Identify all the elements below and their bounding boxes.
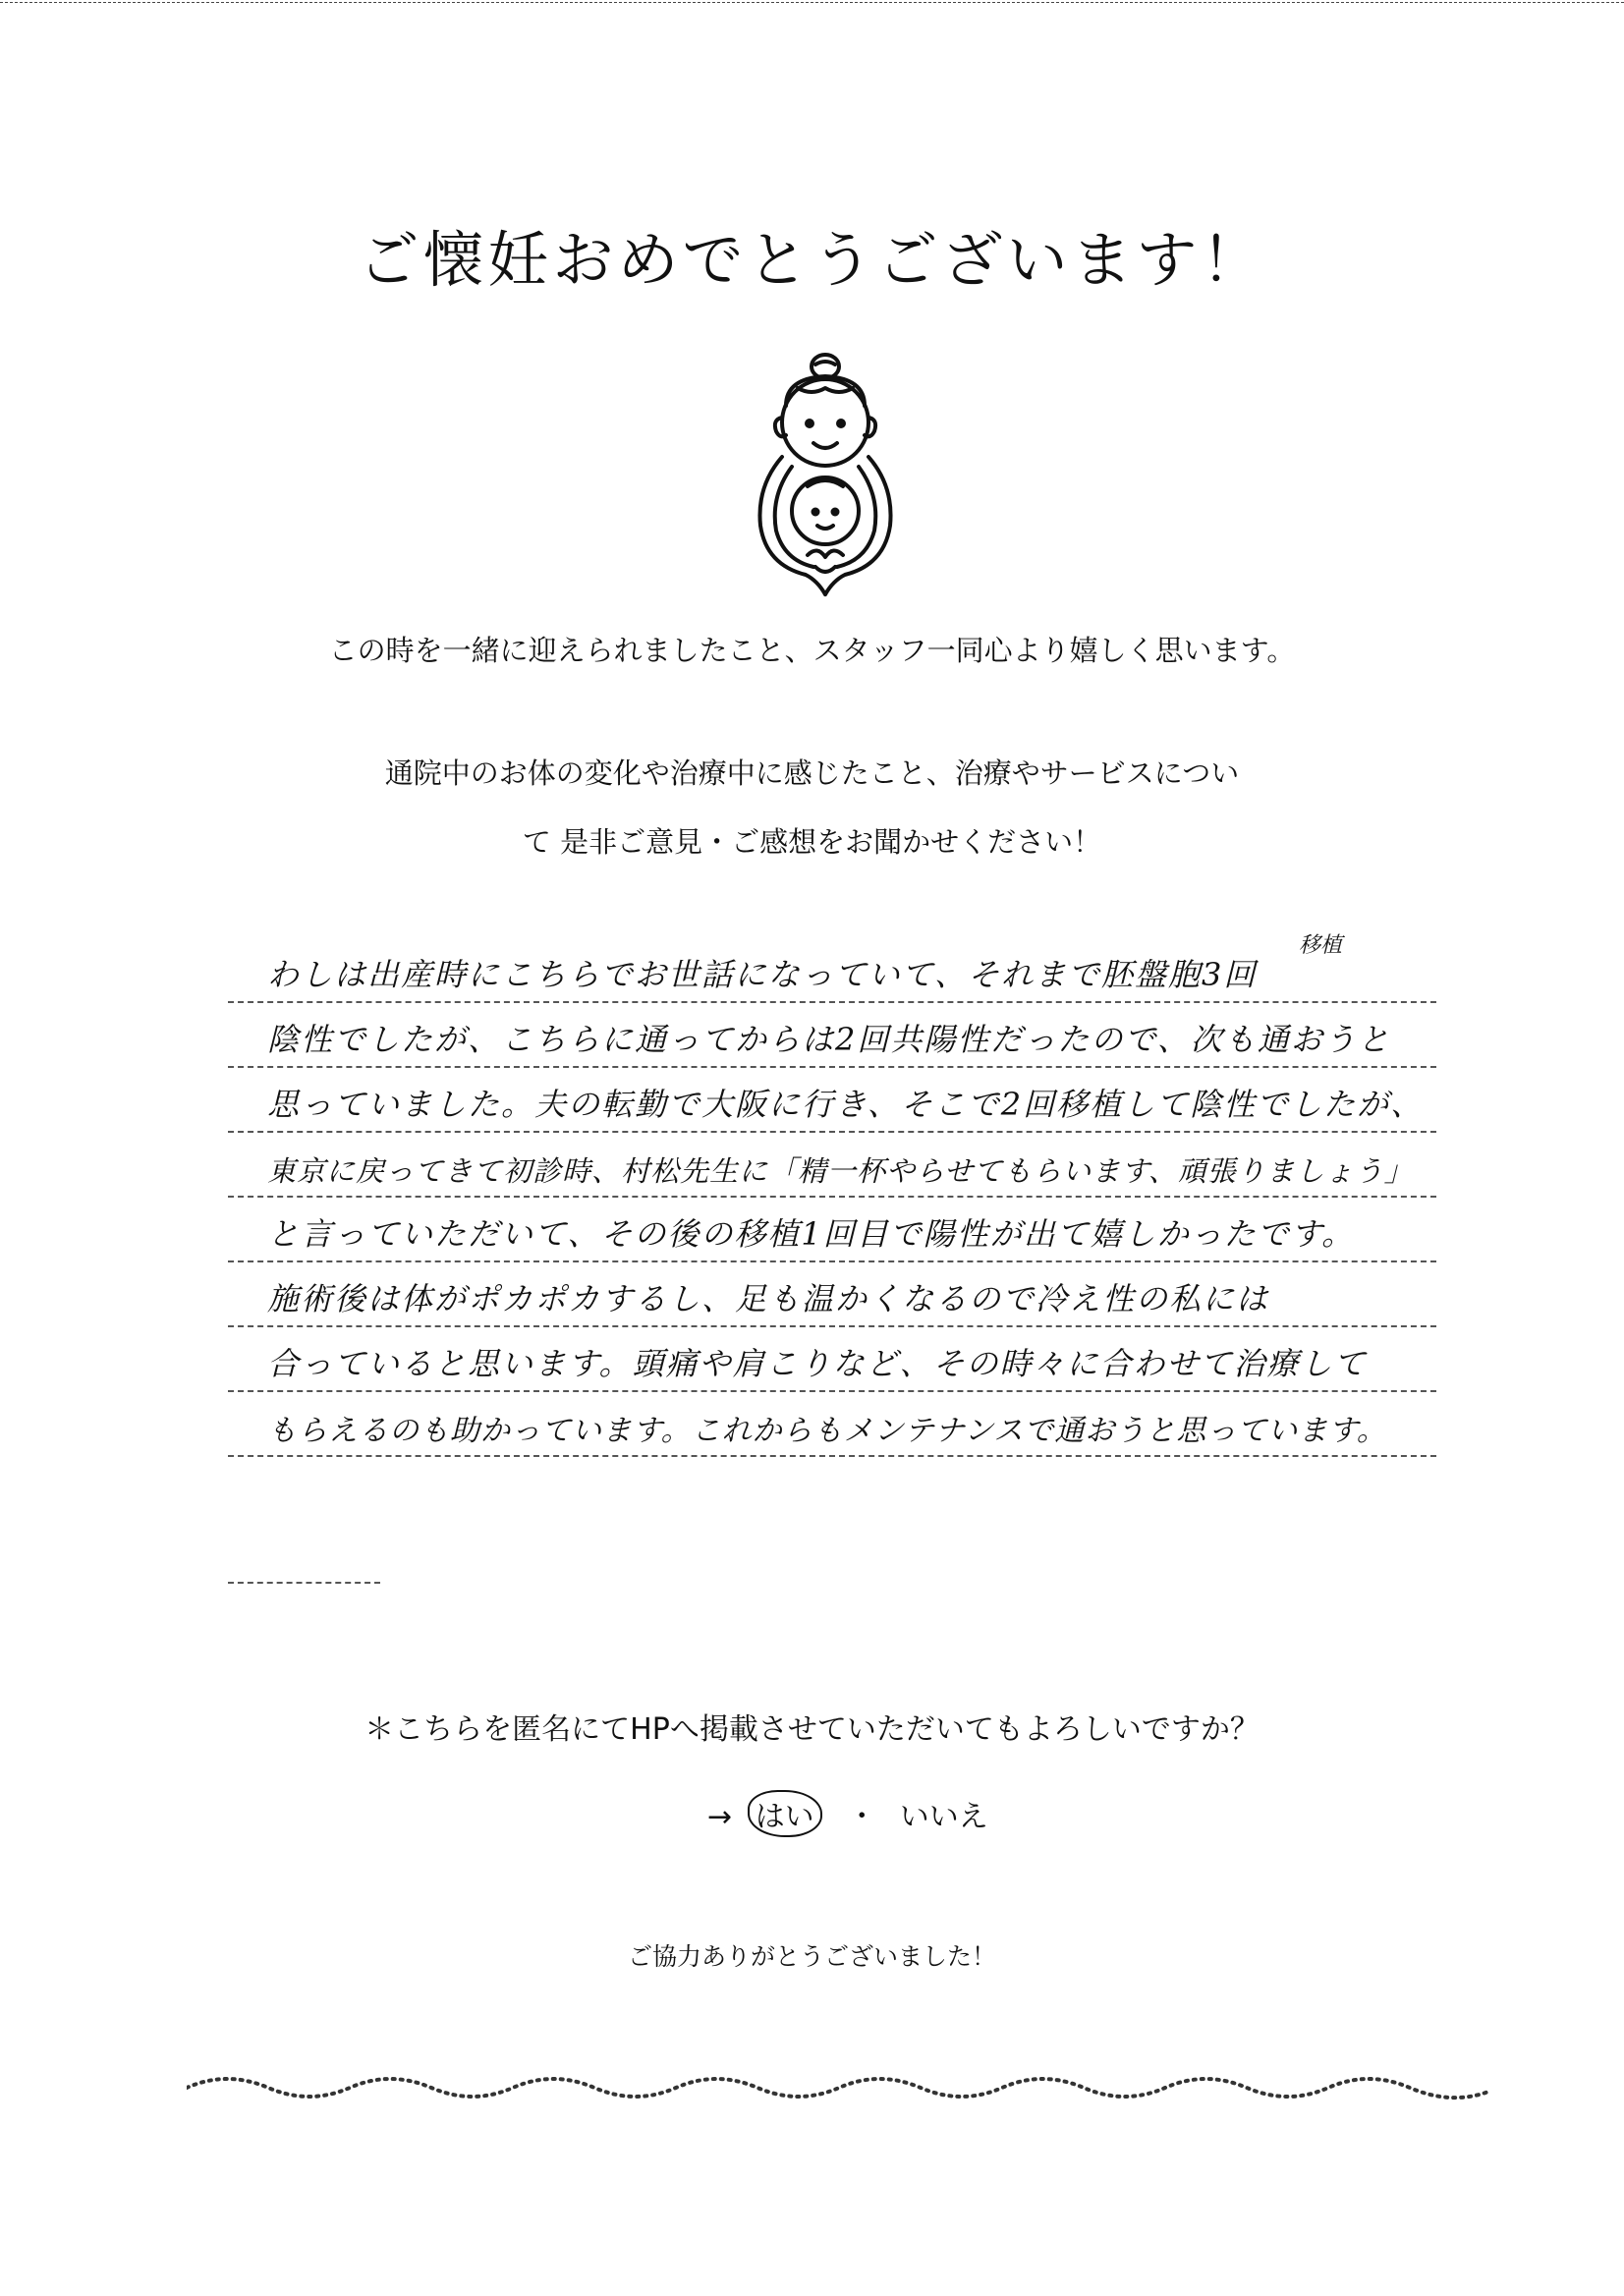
handwritten-feedback — [228, 933, 1436, 1457]
feedback-line — [228, 1392, 1436, 1457]
publish-answer — [707, 1790, 988, 1837]
decorative-wave-border — [187, 2068, 1488, 2107]
feedback-line-text: 合っていると思います。頭痛や肩こりなど、その時々に合わせて治療して — [267, 1345, 1368, 1382]
feedback-line-text: もらえるのも助かっています。これからもメンテナンスで通おうと思っています。 — [267, 1414, 1387, 1448]
feedback-insertion: 移植 — [1299, 933, 1343, 958]
feedback-line — [228, 1068, 1436, 1133]
feedback-line-text: 思っていました。夫の転勤で大阪に行き、そこで2回移植して陰性でしたが、 — [267, 1086, 1425, 1123]
feedback-line — [228, 1262, 1436, 1327]
intro-line-2: 通院中のお体の変化や治療中に感じたこと、治療やサービスについ — [384, 756, 1240, 790]
feedback-line-text: 施術後は体がポカポカするし、足も温かくなるので冷え性の私には — [267, 1280, 1270, 1317]
feedback-line-text: 東京に戻ってきて初診時、村松先生に「精一杯やらせてもらいます、頑張りましょう」 — [267, 1154, 1414, 1188]
answer-yes-circled[interactable]: はい — [748, 1790, 822, 1837]
page-title: ご懐妊おめでとうございます！ — [358, 224, 1266, 296]
intro-line-1: この時を一緒に迎えられましたこと、スタッフ一同心より嬉しく思います。 — [328, 634, 1296, 667]
feedback-line — [228, 1003, 1436, 1068]
feedback-line — [228, 1198, 1436, 1262]
closing-message: ご協力ありがとうございました！ — [627, 1942, 996, 1971]
feedback-line — [228, 1133, 1436, 1198]
answer-separator: ・ — [847, 1800, 877, 1834]
feedback-line — [228, 1327, 1436, 1392]
feedback-line-text: わしは出産時にこちらでお世話になっていて、それまで胚盤胞3回 — [267, 956, 1258, 993]
arrow-icon: → — [707, 1800, 733, 1834]
feedback-line-text: 陰性でしたが、こちらに通ってからは2回共陽性だったので、次も通おうと — [267, 1021, 1391, 1058]
publish-question: ＊こちらを匿名にてHPへ掲載させていただいてもよろしいですか？ — [364, 1712, 1260, 1747]
mother-and-baby-icon — [747, 349, 904, 604]
short-dashed-rule — [228, 1582, 380, 1584]
feedback-line-text: と言っていただいて、その後の移植1回目で陽性が出て嬉しかったです。 — [267, 1215, 1356, 1253]
answer-no[interactable]: いいえ — [899, 1800, 988, 1834]
top-dashed-rule — [0, 2, 1624, 3]
intro-line-3: て 是非ご意見・ご感想をお聞かせください！ — [522, 825, 1102, 859]
feedback-line — [228, 933, 1436, 1003]
